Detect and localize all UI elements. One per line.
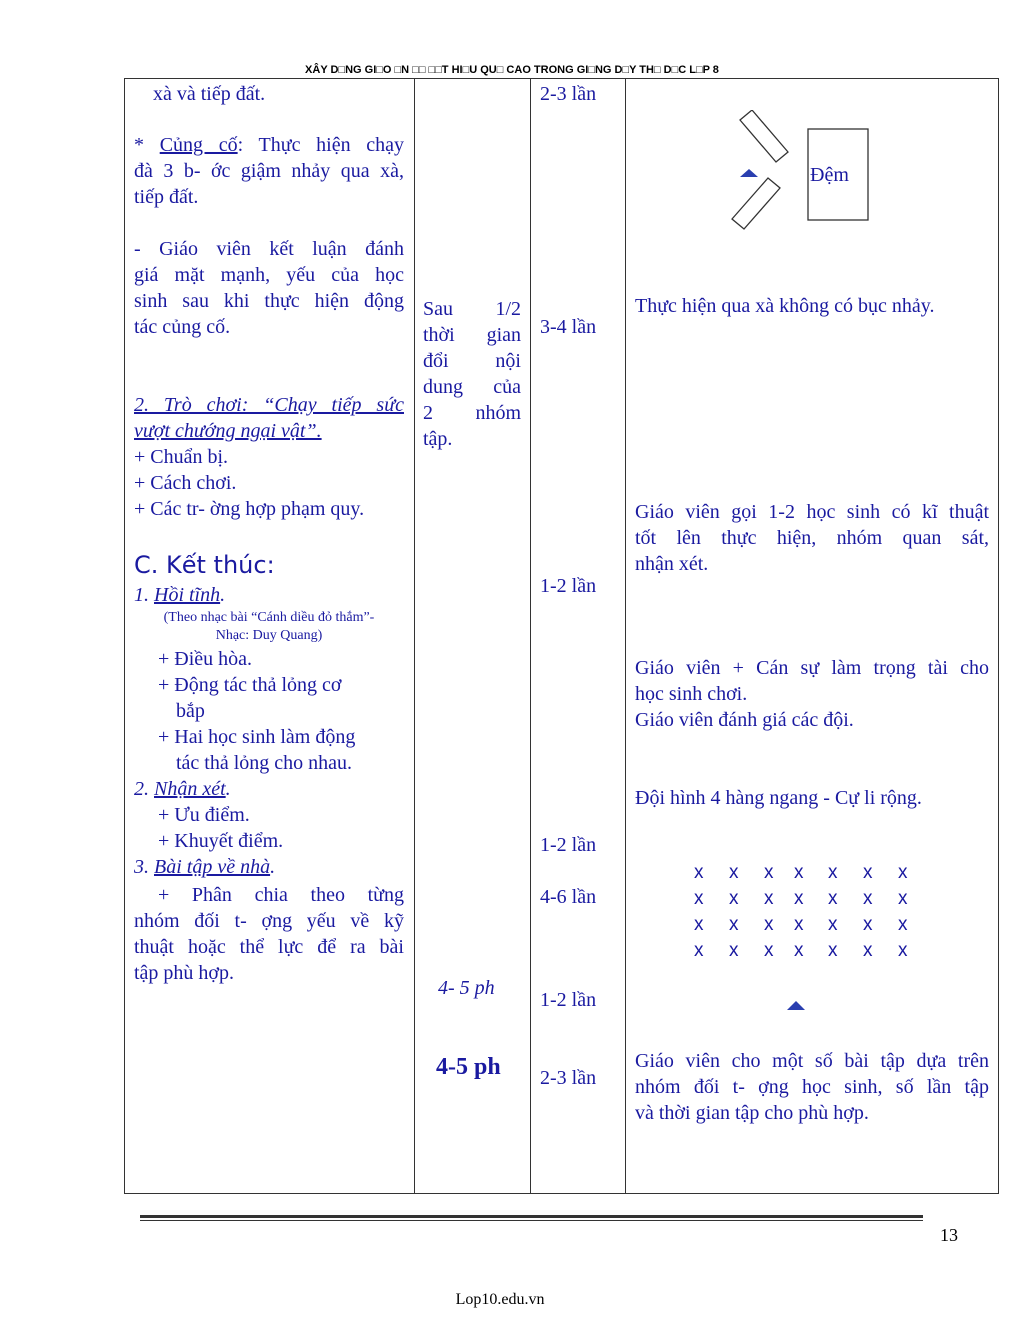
content-line: + Chuẩn bị. <box>134 446 229 468</box>
instruction: nhận xét. <box>635 553 709 575</box>
note: Nhạc: Duy Quang) <box>215 628 323 643</box>
repetition: 2-3 lần <box>540 83 597 105</box>
arrow-up-icon <box>740 169 758 177</box>
duration: 4- 5 ph <box>438 977 495 999</box>
student-marker: x <box>898 940 908 961</box>
student-marker: x <box>694 862 704 883</box>
teacher-arrow-icon <box>786 998 806 1012</box>
student-marker: x <box>794 862 804 883</box>
instruction: Giáo viên đánh giá các đội. <box>635 709 854 731</box>
subsection-heading: 3. Bài tập về nhà. <box>134 856 276 878</box>
content-line: + Khuyết điểm. <box>158 830 284 852</box>
source-label: Lop10.edu.vn <box>455 1291 545 1308</box>
subsection-heading: 2. Nhận xét. <box>134 778 231 800</box>
page-number: 13 <box>940 1225 958 1245</box>
game-title: vượt chướng ngại vật”. <box>134 420 322 442</box>
student-marker: x <box>694 888 704 909</box>
repetition: 1-2 lần <box>540 834 597 856</box>
content-line: * Củng cố: Thực hiện chạy <box>134 134 405 156</box>
content-line: tập phù hợp. <box>134 962 235 984</box>
repetition: 2-3 lần <box>540 1067 597 1089</box>
student-marker: x <box>764 940 774 961</box>
instruction: học sinh chơi. <box>635 683 748 705</box>
content-line: tiếp đất. <box>134 186 199 208</box>
content-line: + Động tác thả lỏng cơ <box>158 674 342 696</box>
repetition: 3-4 lần <box>540 316 597 338</box>
bar-stand-shape <box>740 110 788 162</box>
content-line: + Phân chia theo từng <box>158 884 404 906</box>
duration: 4-5 ph <box>436 1054 501 1080</box>
student-marker: x <box>863 940 873 961</box>
content-line: + Ưu điểm. <box>158 804 250 826</box>
instruction: Giáo viên cho một số bài tập dựa trên <box>635 1050 989 1072</box>
instruction: nhóm đối t- ợng học sinh, số lần tập <box>635 1076 989 1098</box>
student-marker: x <box>694 940 704 961</box>
time-note: đổi nội <box>423 350 521 372</box>
student-marker: x <box>794 888 804 909</box>
student-marker: x <box>694 914 704 935</box>
student-marker: x <box>764 888 774 909</box>
student-marker: x <box>828 888 838 909</box>
student-marker: x <box>828 862 838 883</box>
student-marker: x <box>764 862 774 883</box>
section-heading: C. Kết thúc: <box>134 551 275 579</box>
game-title: 2. Trò chơi: “Chạy tiếp sức <box>134 394 404 416</box>
content-line: + Các tr- ờng hợp phạm quy. <box>134 498 365 520</box>
student-marker: x <box>898 888 908 909</box>
time-note: 2 nhóm <box>423 402 521 424</box>
content-line: xà và tiếp đất. <box>153 83 266 105</box>
time-note: tập. <box>423 428 453 450</box>
time-note: thời gian <box>423 324 521 346</box>
student-marker: x <box>863 862 873 883</box>
content-line: + Điều hòa. <box>158 648 253 670</box>
student-marker: x <box>828 940 838 961</box>
student-marker: x <box>764 914 774 935</box>
student-marker: x <box>794 914 804 935</box>
content-line: thuật hoặc thể lực để ra bài <box>134 936 404 958</box>
student-marker: x <box>729 862 739 883</box>
content-line: sinh sau khi thực hiện động <box>134 290 404 312</box>
high-jump-diagram <box>720 110 880 245</box>
student-marker: x <box>863 888 873 909</box>
student-marker: x <box>729 888 739 909</box>
instruction: Giáo viên gọi 1-2 học sinh có kĩ thuật <box>635 501 989 523</box>
student-marker: x <box>828 914 838 935</box>
content-line: + Cách chơi. <box>134 472 237 494</box>
instruction: Giáo viên + Cán sự làm trọng tài cho <box>635 657 989 679</box>
footer-rule <box>140 1220 923 1221</box>
content-line: nhóm đối t- ợng yếu về kỹ <box>134 910 404 932</box>
repetition: 4-6 lần <box>540 886 597 908</box>
note: (Theo nhạc bài “Cánh diều đỏ thắm”- <box>163 610 375 625</box>
instruction: Thực hiện qua xà không có bục nhảy. <box>635 295 935 317</box>
content-line: - Giáo viên kết luận đánh <box>134 238 404 260</box>
content-line: giá mặt mạnh, yếu của học <box>134 264 404 286</box>
column-divider <box>625 79 626 1193</box>
content-line: + Hai học sinh làm động <box>158 726 356 748</box>
student-marker: x <box>794 940 804 961</box>
time-note: Sau 1/2 <box>423 298 521 320</box>
repetition: 1-2 lần <box>540 989 597 1011</box>
content-line: tác củng cố. <box>134 316 231 338</box>
bar-stand-shape <box>732 178 780 229</box>
student-marker: x <box>729 940 739 961</box>
student-marker: x <box>898 862 908 883</box>
footer-rule <box>140 1215 923 1218</box>
subsection-heading: 1. Hồi tĩnh. <box>134 584 226 606</box>
content-line: đà 3 b- ớc giậm nhảy qua xà, <box>134 160 404 182</box>
mat-label: Đệm <box>810 164 849 186</box>
student-marker: x <box>863 914 873 935</box>
instruction: và thời gian tập cho phù hợp. <box>635 1102 869 1124</box>
instruction: tốt lên thực hiện, nhóm quan sát, <box>635 527 989 549</box>
content-line: bắp <box>176 700 205 722</box>
student-marker: x <box>729 914 739 935</box>
time-note: dung của <box>423 376 521 398</box>
column-divider <box>414 79 415 1193</box>
instruction: Đội hình 4 hàng ngang - Cự li rộng. <box>635 787 922 809</box>
content-line: tác thả lỏng cho nhau. <box>176 752 353 774</box>
column-divider <box>530 79 531 1193</box>
repetition: 1-2 lần <box>540 575 597 597</box>
page-header: XÂY D□NG GI□O □N □□ □□T HI□U QU□ CAO TRONG GI□NG D□Y TH□ D□C L□P 8 <box>305 64 719 76</box>
student-marker: x <box>898 914 908 935</box>
